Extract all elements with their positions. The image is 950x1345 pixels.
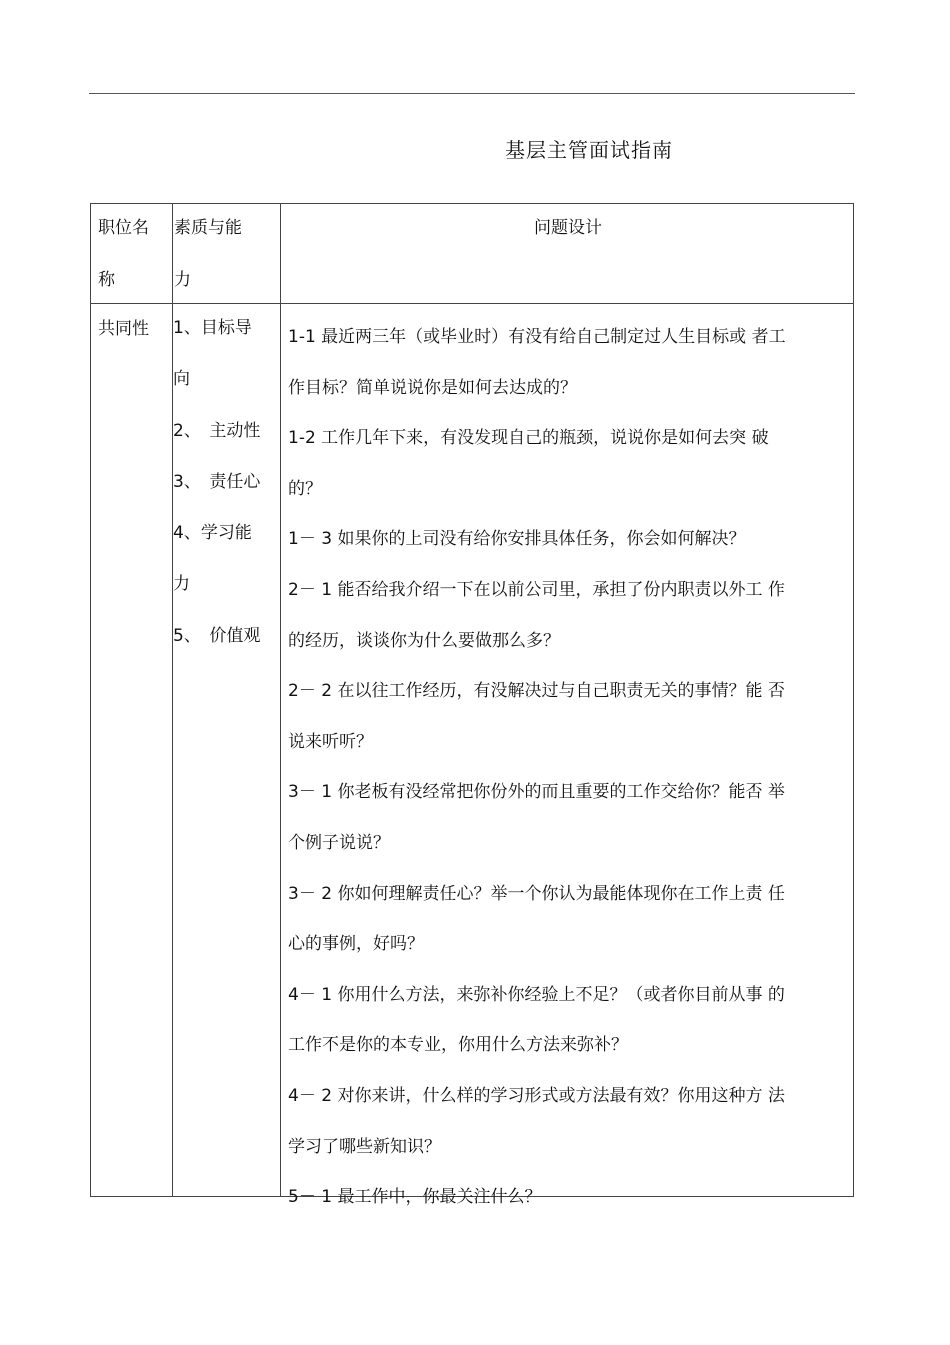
quality-line: 2、 主动性 [173, 420, 261, 441]
question-line: 的？ [288, 478, 322, 499]
header-position-line: 称 [98, 270, 115, 290]
question-line: 2－ 1 能否给我介绍一下在以前公司里，承担了份内职责以外工 作 [288, 579, 785, 600]
question-line: 作目标？简单说说你是如何去达成的？ [288, 377, 577, 398]
quality-line: 向 [173, 369, 190, 390]
position-cell: 共同性 [98, 319, 149, 339]
quality-cell [173, 303, 279, 662]
question-line: 工作不是你的本专业，你用什么方法来弥补？ [288, 1035, 628, 1056]
question-line: 1－ 3 如果你的上司没有给你安排具体任务，你会如何解决？ [288, 529, 746, 550]
header-position [98, 202, 168, 306]
question-line: 心的事例，好吗？ [288, 934, 424, 955]
question-line: 3－ 2 你如何理解责任心？举一个你认为最能体现你在工作上责 任 [288, 883, 785, 904]
question-line: 的经历，谈谈你为什么要做那么多？ [288, 630, 560, 651]
interview-table [90, 203, 854, 1208]
header-position-line: 职位名 [98, 218, 149, 238]
question-line: 说来听听？ [288, 731, 373, 752]
header-quality [174, 202, 284, 306]
quality-line: 力 [173, 574, 190, 595]
question-line: 1-1 最近两三年（或毕业时）有没有给自己制定过人生目标或 者工 [288, 327, 786, 347]
header-questions: 问题设计 [534, 218, 602, 238]
question-line: 个例子说说？ [288, 832, 390, 853]
question-line: 4－ 2 对你来讲，什么样的学习形式或方法最有效？你用这种方 法 [288, 1085, 785, 1106]
column-divider [280, 204, 281, 1196]
quality-line: 3、 责任心 [173, 471, 261, 492]
question-line: 5－ 1 最工作中，你最关注什么？ [288, 1187, 542, 1208]
question-line: 2－ 2 在以往工作经历，有没解决过与自己职责无关的事情？能 否 [288, 681, 785, 702]
question-line: 4－ 1 你用什么方法，来弥补你经验上不足？（或者你目前从事 的 [288, 984, 785, 1005]
header-quality-line: 素质与能 [174, 218, 242, 238]
header-quality-line: 力 [174, 270, 191, 290]
question-line: 1-2 工作几年下来，有没发现自己的瓶颈，说说你是如何去突 破 [288, 428, 769, 449]
question-line: 3－ 1 你老板有没经常把你份外的而且重要的工作交给你？能否 举 [288, 782, 785, 803]
question-line: 学习了哪些新知识？ [288, 1136, 441, 1157]
quality-line: 4、学习能 [173, 523, 252, 544]
question-cell [288, 312, 844, 1223]
quality-line: 5、 价值观 [173, 625, 261, 646]
quality-line: 1、目标导 [173, 318, 252, 338]
page-title: 基层主管面试指南 [505, 138, 673, 162]
top-rule [89, 93, 855, 94]
